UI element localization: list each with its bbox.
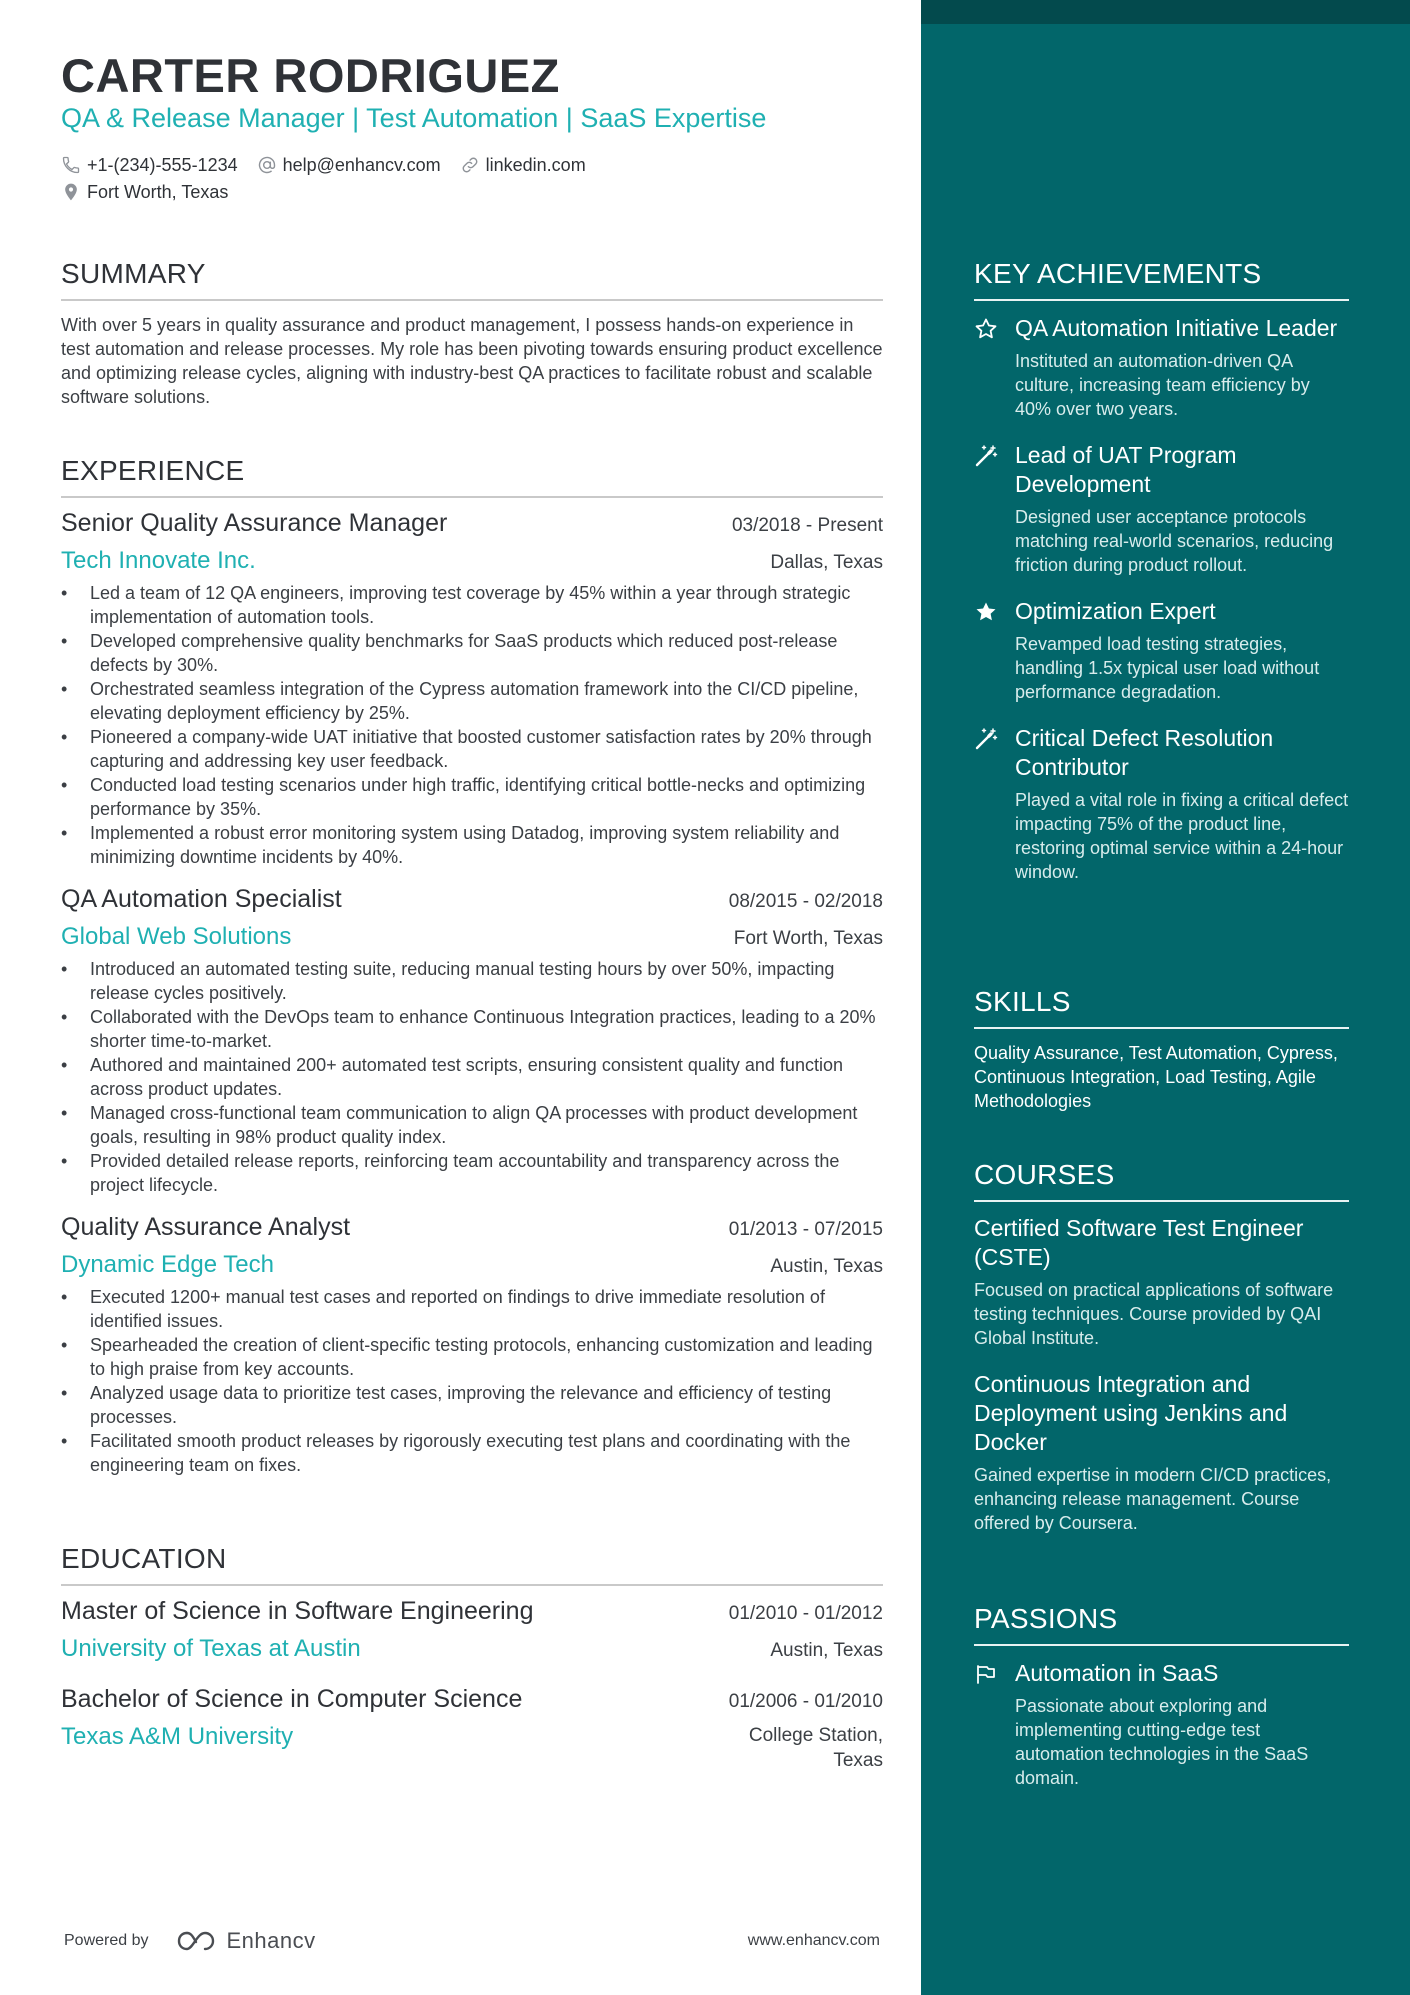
bullet-item: • Spearheaded the creation of client-specific testing protocols, enhancing customization and leading to high praise from key accounts. xyxy=(61,1333,883,1381)
phone-text: +1-(234)-555-1234 xyxy=(87,154,238,175)
magic-wand-icon xyxy=(974,727,998,751)
email-text: help@enhancv.com xyxy=(282,154,441,175)
phone-contact[interactable] xyxy=(61,155,238,176)
achievement-title: Optimization Expert xyxy=(1015,598,1216,624)
email-contact[interactable] xyxy=(257,155,441,176)
section-divider xyxy=(61,1584,883,1586)
school-name: University of Texas at Austin xyxy=(61,1635,361,1662)
bullet-item: • Facilitated smooth product releases by rigorously executing test plans and coordinating with the engineering team on fixes. xyxy=(61,1429,883,1477)
contact-row-2 xyxy=(61,179,605,205)
passions-title: PASSIONS xyxy=(974,1603,1118,1634)
linkedin-text: linkedin.com xyxy=(485,154,586,175)
footer-url[interactable]: www.enhancv.com xyxy=(747,1932,880,1949)
course-desc: Gained expertise in modern CI/CD practices, enhancing release management. Course offered by Coursera. xyxy=(974,1465,1332,1533)
brand-name: Enhancv xyxy=(226,1928,316,1953)
education-entry xyxy=(61,1597,883,1663)
bullet-item: • Managed cross-functional team communication to align QA processes with product development goals, resulting in 98% product quality index. xyxy=(61,1101,883,1149)
achievement-title: Critical Defect Resolution Contributor xyxy=(1015,725,1274,780)
bullet-item: • Developed comprehensive quality benchmarks for SaaS products which reduced post-release defects by 30%. xyxy=(61,629,883,677)
school-location xyxy=(749,1723,883,1773)
job-entry xyxy=(61,1213,883,1477)
experience-title: EXPERIENCE xyxy=(61,455,245,486)
job-location: Fort Worth, Texas xyxy=(733,928,883,949)
education-date: 01/2010 - 01/2012 xyxy=(728,1603,883,1624)
achievement-desc: Revamped load testing strategies, handling 1.5x typical user load without performance degradation. xyxy=(1015,634,1320,702)
contact-info xyxy=(61,152,605,206)
courses-section xyxy=(974,1159,1349,1535)
passion-desc: Passionate about exploring and implementing cutting-edge test automation technologies in the SaaS domain. xyxy=(1015,1696,1309,1788)
bullet-item: • Conducted load testing scenarios under high traffic, identifying critical bottle-necks and optimizing performance by 35%. xyxy=(61,773,883,821)
linkedin-contact[interactable] xyxy=(460,155,586,176)
courses-title: COURSES xyxy=(974,1159,1115,1190)
course-title: Continuous Integration and Deployment using Jenkins and Docker xyxy=(974,1371,1288,1455)
degree-title: Master of Science in Software Engineering xyxy=(61,1597,534,1625)
brand-logo[interactable] xyxy=(175,1928,316,1954)
section-divider xyxy=(61,496,883,498)
flag-icon xyxy=(974,1662,998,1686)
job-company: Tech Innovate Inc. xyxy=(61,547,256,574)
sidebar-top-band xyxy=(921,0,1410,24)
contact-row-1 xyxy=(61,152,605,178)
passion-title: Automation in SaaS xyxy=(1015,1660,1219,1686)
achievement-item xyxy=(974,597,1349,704)
achievement-item xyxy=(974,441,1349,577)
footer xyxy=(64,1928,880,1954)
magic-wand-icon xyxy=(974,444,998,468)
achievement-title: QA Automation Initiative Leader xyxy=(1015,315,1338,341)
star-filled-icon xyxy=(974,600,998,624)
summary-section xyxy=(61,258,883,409)
job-title: QA Automation Specialist xyxy=(61,885,342,913)
job-company: Global Web Solutions xyxy=(61,923,292,950)
course-title: Certified Software Test Engineer (CSTE) xyxy=(974,1215,1304,1270)
bullet-item: • Executed 1200+ manual test cases and reported on findings to drive immediate resolution of identified issues. xyxy=(61,1285,883,1333)
job-date: 03/2018 - Present xyxy=(731,515,883,536)
achievement-desc: Designed user acceptance protocols matching real-world scenarios, reducing friction during product rollout. xyxy=(1015,507,1334,575)
job-bullets xyxy=(61,957,883,1197)
achievement-item xyxy=(974,724,1349,884)
location-contact xyxy=(61,182,228,203)
school-name: Texas A&M University xyxy=(61,1723,294,1750)
achievement-title: Lead of UAT Program Development xyxy=(1015,442,1237,497)
course-item xyxy=(974,1214,1349,1350)
section-divider xyxy=(974,299,1349,301)
bullet-item: • Orchestrated seamless integration of the Cypress automation framework into the CI/CD pipeline, elevating deployment efficiency by 25%. xyxy=(61,677,883,725)
job-entry xyxy=(61,509,883,869)
course-desc: Focused on practical applications of software testing techniques. Course provided by QAI Global Institute. xyxy=(974,1280,1334,1348)
school-location-line2: Texas xyxy=(833,1750,883,1771)
education-entry xyxy=(61,1685,883,1773)
summary-title: SUMMARY xyxy=(61,258,206,289)
job-location: Austin, Texas xyxy=(770,1256,883,1277)
section-divider xyxy=(974,1027,1349,1029)
bullet-item: • Introduced an automated testing suite, reducing manual testing hours by over 50%, impacting release cycles positively. xyxy=(61,957,883,1005)
job-date: 01/2013 - 07/2015 xyxy=(728,1219,883,1240)
bullet-item: • Pioneered a company-wide UAT initiative that boosted customer satisfaction rates by 20% through capturing and addressing key user feedback. xyxy=(61,725,883,773)
section-divider xyxy=(974,1644,1349,1646)
powered-by-label: Powered by xyxy=(64,1932,149,1949)
education-section xyxy=(61,1543,883,1773)
job-company: Dynamic Edge Tech xyxy=(61,1251,274,1278)
job-bullets xyxy=(61,1285,883,1477)
bullet-item: • Provided detailed release reports, reinforcing team accountability and transparency across the project lifecycle. xyxy=(61,1149,883,1197)
at-icon xyxy=(257,155,277,175)
passion-item xyxy=(974,1659,1349,1790)
passions-section xyxy=(974,1603,1349,1790)
bullet-item: • Implemented a robust error monitoring system using Datadog, improving system reliability and minimizing downtime incidents by 40%. xyxy=(61,821,883,869)
link-icon xyxy=(460,155,480,175)
enhancv-logo-icon xyxy=(175,1929,221,1953)
education-date: 01/2006 - 01/2010 xyxy=(728,1691,883,1712)
bullet-item: • Collaborated with the DevOps team to enhance Continuous Integration practices, leading to a 20% shorter time-to-market. xyxy=(61,1005,883,1053)
job-bullets xyxy=(61,581,883,869)
location-pin-icon xyxy=(61,182,81,202)
job-title: Quality Assurance Analyst xyxy=(61,1213,351,1241)
skills-title: SKILLS xyxy=(974,986,1071,1017)
achievements-title: KEY ACHIEVEMENTS xyxy=(974,258,1262,289)
job-date: 08/2015 - 02/2018 xyxy=(728,891,883,912)
bullet-item: • Analyzed usage data to prioritize test cases, improving the relevance and efficiency of testing processes. xyxy=(61,1381,883,1429)
skills-section xyxy=(974,986,1349,1113)
achievements-section xyxy=(974,258,1349,884)
achievement-desc: Played a vital role in fixing a critical defect impacting 75% of the product line, restoring optimal service within a 24-hour window. xyxy=(1015,790,1349,882)
course-item xyxy=(974,1370,1349,1535)
bullet-item: • Led a team of 12 QA engineers, improving test coverage by 45% within a year through strategic implementation of automation tools. xyxy=(61,581,883,629)
job-title: Senior Quality Assurance Manager xyxy=(61,509,448,537)
candidate-name: CARTER RODRIGUEZ xyxy=(61,49,560,102)
achievement-item xyxy=(974,314,1349,421)
section-divider xyxy=(974,1200,1349,1202)
phone-icon xyxy=(61,155,81,175)
location-text: Fort Worth, Texas xyxy=(87,181,229,202)
section-divider xyxy=(61,299,883,301)
sidebar xyxy=(921,0,1410,1995)
skills-text: Quality Assurance, Test Automation, Cypress, Continuous Integration, Load Testing, Agile Methodologies xyxy=(974,1043,1338,1111)
education-title: EDUCATION xyxy=(61,1543,227,1574)
job-entry xyxy=(61,885,883,1197)
achievement-desc: Instituted an automation-driven QA culture, increasing team efficiency by 40% over two years. xyxy=(1015,351,1310,419)
job-location: Dallas, Texas xyxy=(770,552,883,573)
headline: QA & Release Manager | Test Automation | SaaS Expertise xyxy=(61,103,767,133)
school-location: Austin, Texas xyxy=(770,1640,883,1661)
bullet-item: • Authored and maintained 200+ automated test scripts, ensuring consistent quality and function across product updates. xyxy=(61,1053,883,1101)
degree-title: Bachelor of Science in Computer Science xyxy=(61,1685,523,1713)
summary-text: With over 5 years in quality assurance and product management, I possess hands-on experience in test automation and release processes. My role has been pivoting towards ensuring product excellence and optimizing release cycles, aligning with industry-best QA practices to facilitate robust and scalable software solutions. xyxy=(61,315,883,407)
school-location-line1: College Station, xyxy=(748,1725,883,1746)
star-outline-icon xyxy=(974,317,998,341)
experience-section xyxy=(61,455,883,1477)
